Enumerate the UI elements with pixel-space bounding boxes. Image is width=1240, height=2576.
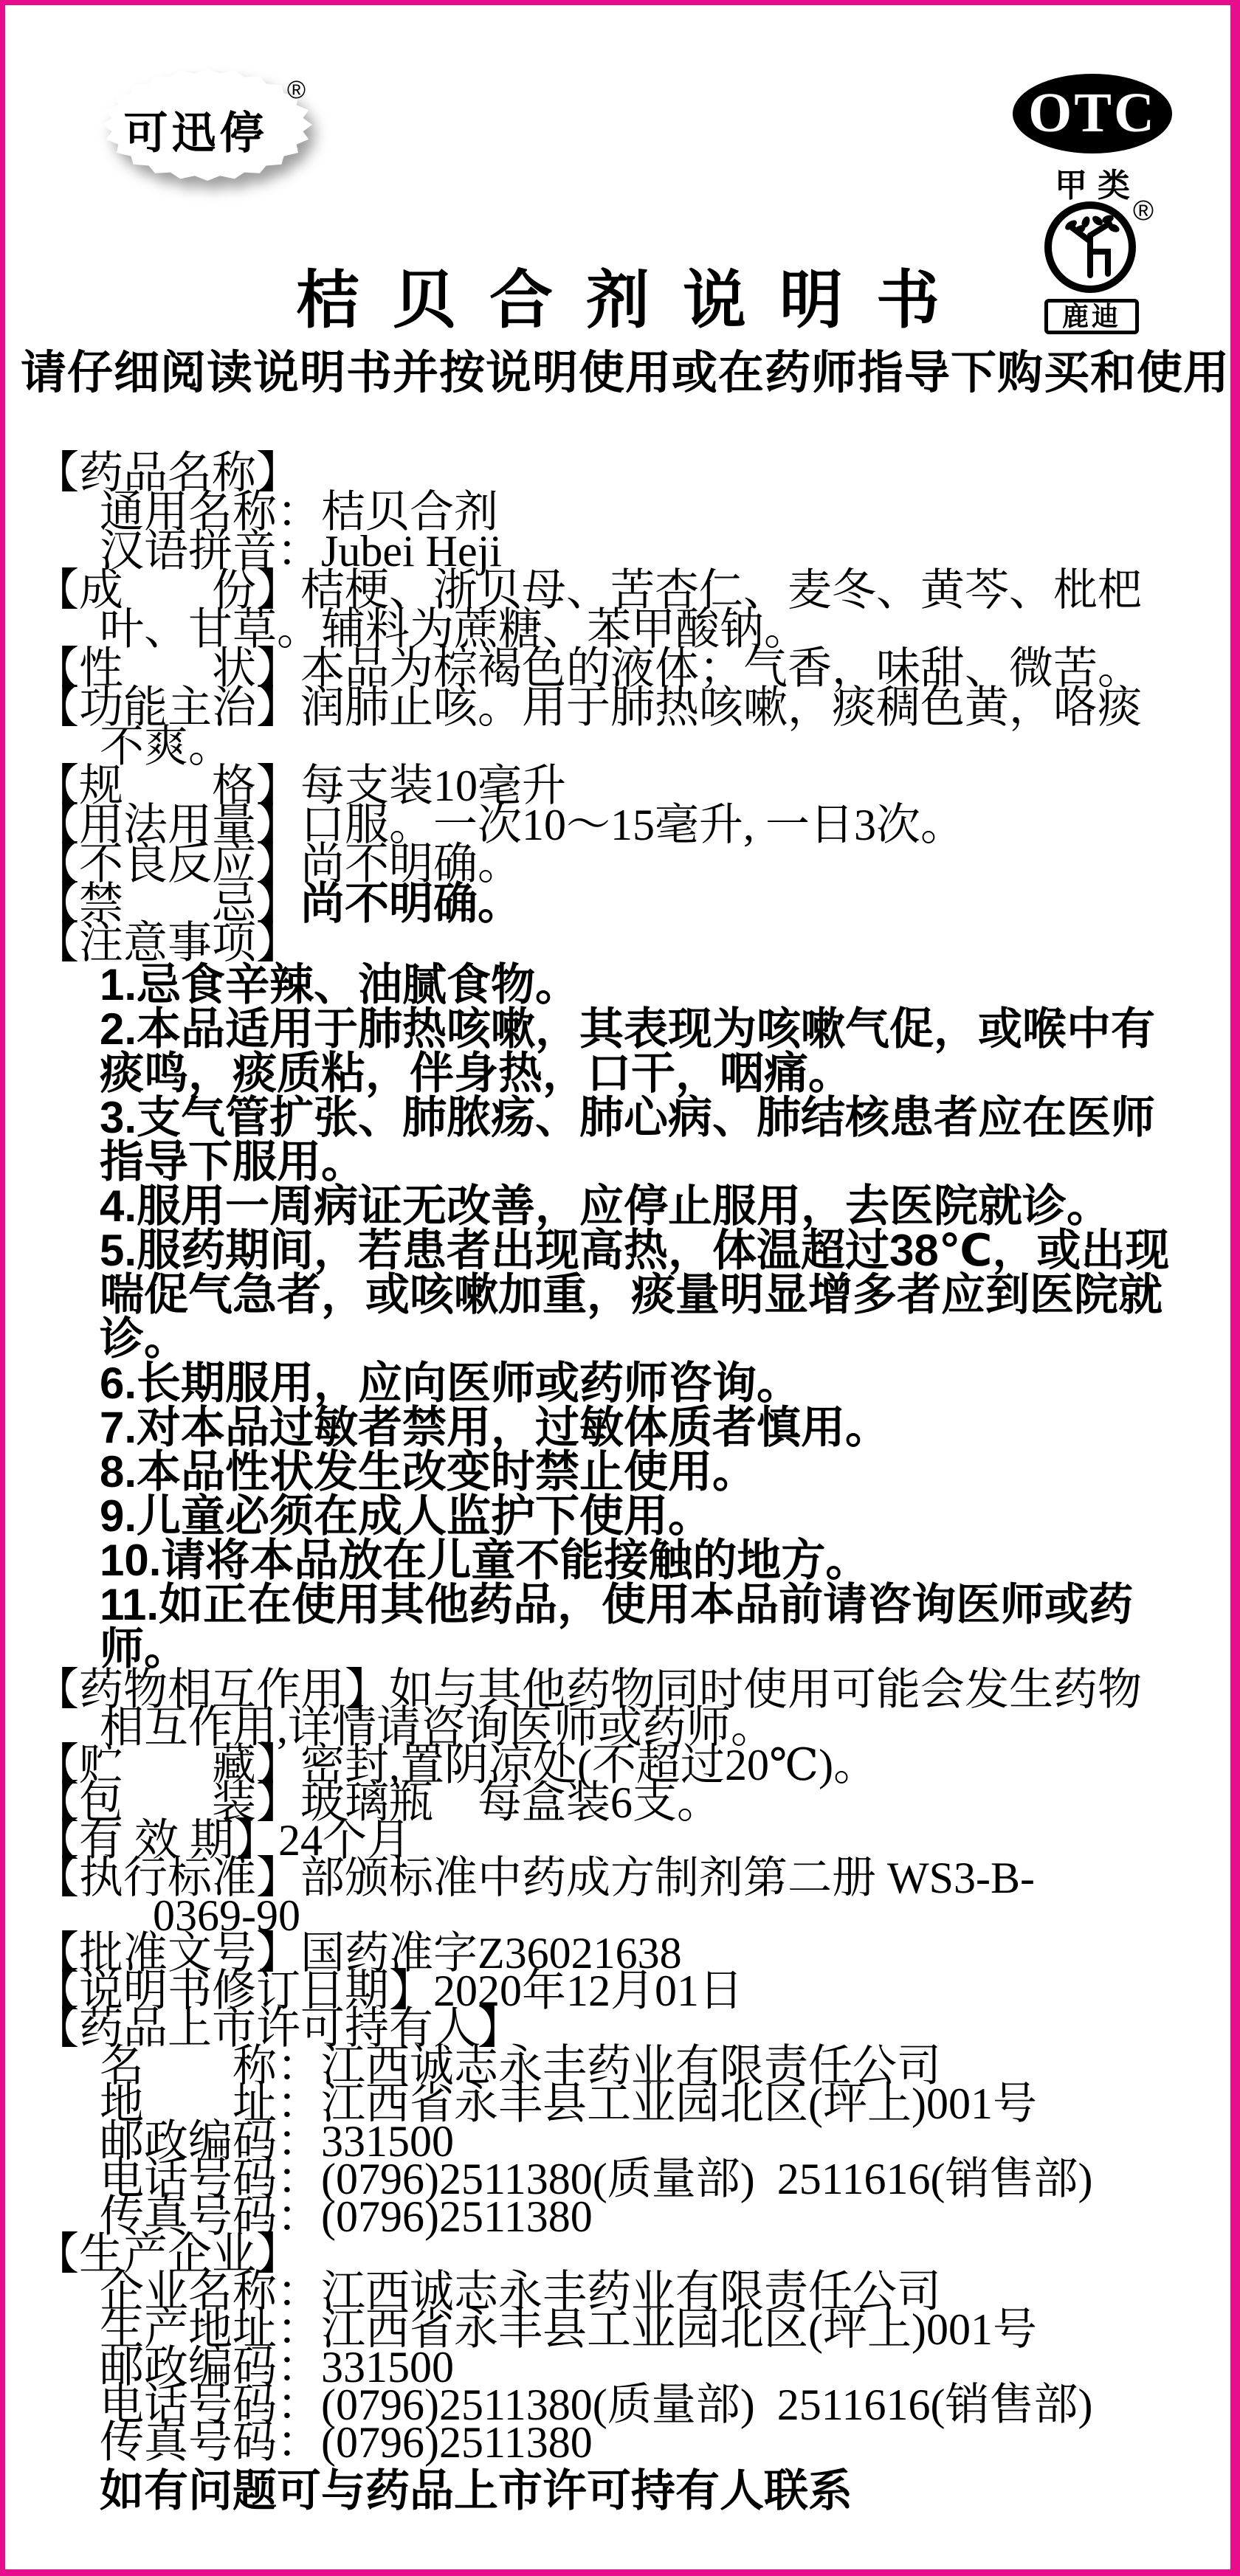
body-line-segment: 通用名称：桔贝合剂 bbox=[100, 488, 498, 536]
body-line-segment: 【包 装】玻璃瓶 每盒装6支。 bbox=[35, 1778, 721, 1827]
body-line-segment: 汉语拼音：Jubei Heji bbox=[100, 527, 502, 576]
body-line bbox=[35, 1358, 1223, 1408]
body-line-segment: 诊。 bbox=[100, 1314, 188, 1364]
body-line bbox=[35, 1093, 1223, 1142]
body-line-segment: 【功能主治】润肺止咳。用于肺热咳嗽，痰稠色黄，咯痰 bbox=[35, 683, 1142, 732]
body-line bbox=[35, 919, 1223, 967]
body-line-segment: 【性 状】本品为棕褐色的液体；气香，味甜、微苦。 bbox=[35, 644, 1142, 693]
logo-wordmark: 鹿迪 bbox=[1044, 299, 1139, 334]
body-line bbox=[35, 1137, 1223, 1187]
body-line-segment: 师。 bbox=[100, 1624, 188, 1674]
body-line-segment: 【贮 藏】密封,置阴凉处(不超过20℃)。 bbox=[35, 1741, 878, 1789]
body-line-segment: 2.本品适用于肺热咳嗽，其表现为咳嗽气促，或喉中有 bbox=[100, 1004, 1156, 1054]
body-line-segment: 电话号码：(0796)2511380(质量部) 2511616(销售部) bbox=[100, 2155, 1093, 2203]
body-line-segment: 【注意事项】 bbox=[35, 919, 300, 967]
body-line bbox=[35, 1491, 1223, 1541]
body-line-segment: 邮政编码：331500 bbox=[100, 2117, 454, 2166]
body-line-segment: 4.服用一周病证无改善，应停止服用，去医院就诊。 bbox=[100, 1181, 1112, 1231]
body-line bbox=[35, 1580, 1223, 1629]
otc-badge-text: OTC bbox=[1028, 82, 1157, 144]
body-line bbox=[35, 1403, 1223, 1452]
body-text bbox=[35, 449, 1223, 2515]
body-line bbox=[35, 1004, 1223, 1054]
body-line-segment: 传真号码：(0796)2511380 bbox=[100, 2418, 593, 2467]
body-line-segment: 电话号码：(0796)2511380(质量部) 2511616(销售部) bbox=[100, 2380, 1093, 2429]
body-line-segment: 邮政编码：331500 bbox=[100, 2343, 454, 2392]
body-line-segment: 传真号码：(0796)2511380 bbox=[100, 2192, 593, 2241]
body-line-segment: 如有问题可与药品上市许可持有人联系 bbox=[100, 2466, 852, 2515]
body-line-segment: 9.儿童必须在成人监护下使用。 bbox=[100, 1491, 713, 1541]
body-line-segment: 不爽。 bbox=[100, 722, 232, 771]
otc-badge bbox=[1013, 74, 1172, 153]
brand-seal-text: 可迅停 bbox=[123, 108, 268, 158]
body-line bbox=[35, 1049, 1223, 1098]
body-line-segment: 3.支气管扩张、肺脓疡、肺心病、肺结核患者应在医师 bbox=[100, 1093, 1156, 1142]
body-line bbox=[35, 2418, 1223, 2467]
body-line-segment: 指导下服用。 bbox=[100, 1137, 365, 1187]
body-line bbox=[35, 1447, 1223, 1496]
body-line-segment: 10.请将本品放在儿童不能接触的地方。 bbox=[100, 1536, 870, 1585]
body-line-segment: 【成 份】桔梗、浙贝母、苦杏仁、麦冬、黄芩、枇杷 bbox=[35, 566, 1142, 615]
body-line-segment: 【生产企业】 bbox=[35, 2230, 300, 2279]
body-line-segment: 企业名称：江西诚志永丰药业有限责任公司 bbox=[100, 2268, 941, 2316]
body-line-segment: 【禁 忌】 bbox=[35, 880, 300, 928]
body-line bbox=[35, 840, 1223, 888]
body-line bbox=[35, 1624, 1223, 1674]
body-line-segment: 【执行标准】部颁标准中药成方制剂第二册 WS3-B- bbox=[35, 1854, 1035, 1902]
body-line bbox=[35, 1536, 1223, 1585]
body-line-segment: 【药品名称】 bbox=[35, 449, 300, 497]
body-line-segment: 相互作用,详情请咨询医师或药师。 bbox=[100, 1703, 775, 1752]
brand-seal bbox=[97, 60, 326, 193]
body-line-segment: 7.对本品过敏者禁用，过敏体质者慎用。 bbox=[100, 1403, 890, 1452]
registered-mark-icon: ® bbox=[1133, 196, 1154, 227]
body-line-segment: 【用法用量】口服。一次10～15毫升, 一日3次。 bbox=[35, 801, 965, 849]
otc-class-label: 甲类 bbox=[1055, 168, 1140, 204]
body-line bbox=[35, 1270, 1223, 1319]
body-line-segment: 喘促气急者，或咳嗽加重，痰量明显增多者应到医院就 bbox=[100, 1270, 1162, 1319]
body-line-segment: 【批准文号】国药准字Z36021638 bbox=[35, 1929, 682, 1978]
body-line-segment: 生产地址：江西省永丰县工业园北区(坪上)001号 bbox=[100, 2305, 1037, 2354]
body-line bbox=[35, 879, 1223, 928]
body-line-segment: 【说明书修订日期】2020年12月01日 bbox=[35, 1966, 743, 2015]
body-line-segment: 【不良反应】尚不明确。 bbox=[35, 840, 522, 888]
page-title: 桔贝合剂说明书 bbox=[296, 265, 973, 336]
body-line-segment: 0369-90 bbox=[153, 1891, 300, 1940]
body-line-segment: 5.服药期间，若患者出现高热，体温超过38℃，或出现 bbox=[100, 1226, 1170, 1275]
registered-mark-icon: ® bbox=[287, 76, 306, 104]
usage-warning: 请仔细阅读说明书并按说明使用或在药师指导下购买和使用 bbox=[20, 348, 1230, 398]
body-line-segment: 11.如正在使用其他药品，使用本品前请咨询医师或药 bbox=[100, 1580, 1134, 1629]
body-line-segment: 痰鸣，痰质粘，伴身热，口干，咽痛。 bbox=[100, 1049, 852, 1098]
body-line-segment: 8.本品性状发生改变时禁止使用。 bbox=[100, 1447, 757, 1496]
body-line-segment: 名 称：江西诚志永丰药业有限责任公司 bbox=[100, 2042, 941, 2090]
body-line bbox=[35, 2466, 1223, 2515]
body-line-segment: 6.长期服用，应向医师或药师咨询。 bbox=[100, 1358, 802, 1408]
body-line bbox=[35, 1314, 1223, 1364]
body-line-segment: 1.忌食辛辣、油腻食物。 bbox=[100, 960, 580, 1009]
body-line-segment: 尚不明确。 bbox=[300, 879, 522, 928]
body-line-segment: 叶、甘草。辅料为蔗糖、苯甲酸钠。 bbox=[100, 605, 808, 654]
body-line bbox=[35, 960, 1223, 1009]
body-line-segment: 【有 效 期】24个月 bbox=[35, 1816, 411, 1865]
body-line bbox=[35, 1226, 1223, 1275]
body-line-segment: 【药物相互作用】如与其他药物同时使用可能会发生药物 bbox=[35, 1665, 1142, 1714]
body-line-segment: 【规 格】每支装10毫升 bbox=[35, 762, 566, 810]
body-line-segment: 地 址：江西省永丰县工业园北区(坪上)001号 bbox=[100, 2079, 1037, 2128]
body-line-segment: 【药品上市许可持有人】 bbox=[35, 2004, 522, 2053]
body-line bbox=[35, 1181, 1223, 1231]
